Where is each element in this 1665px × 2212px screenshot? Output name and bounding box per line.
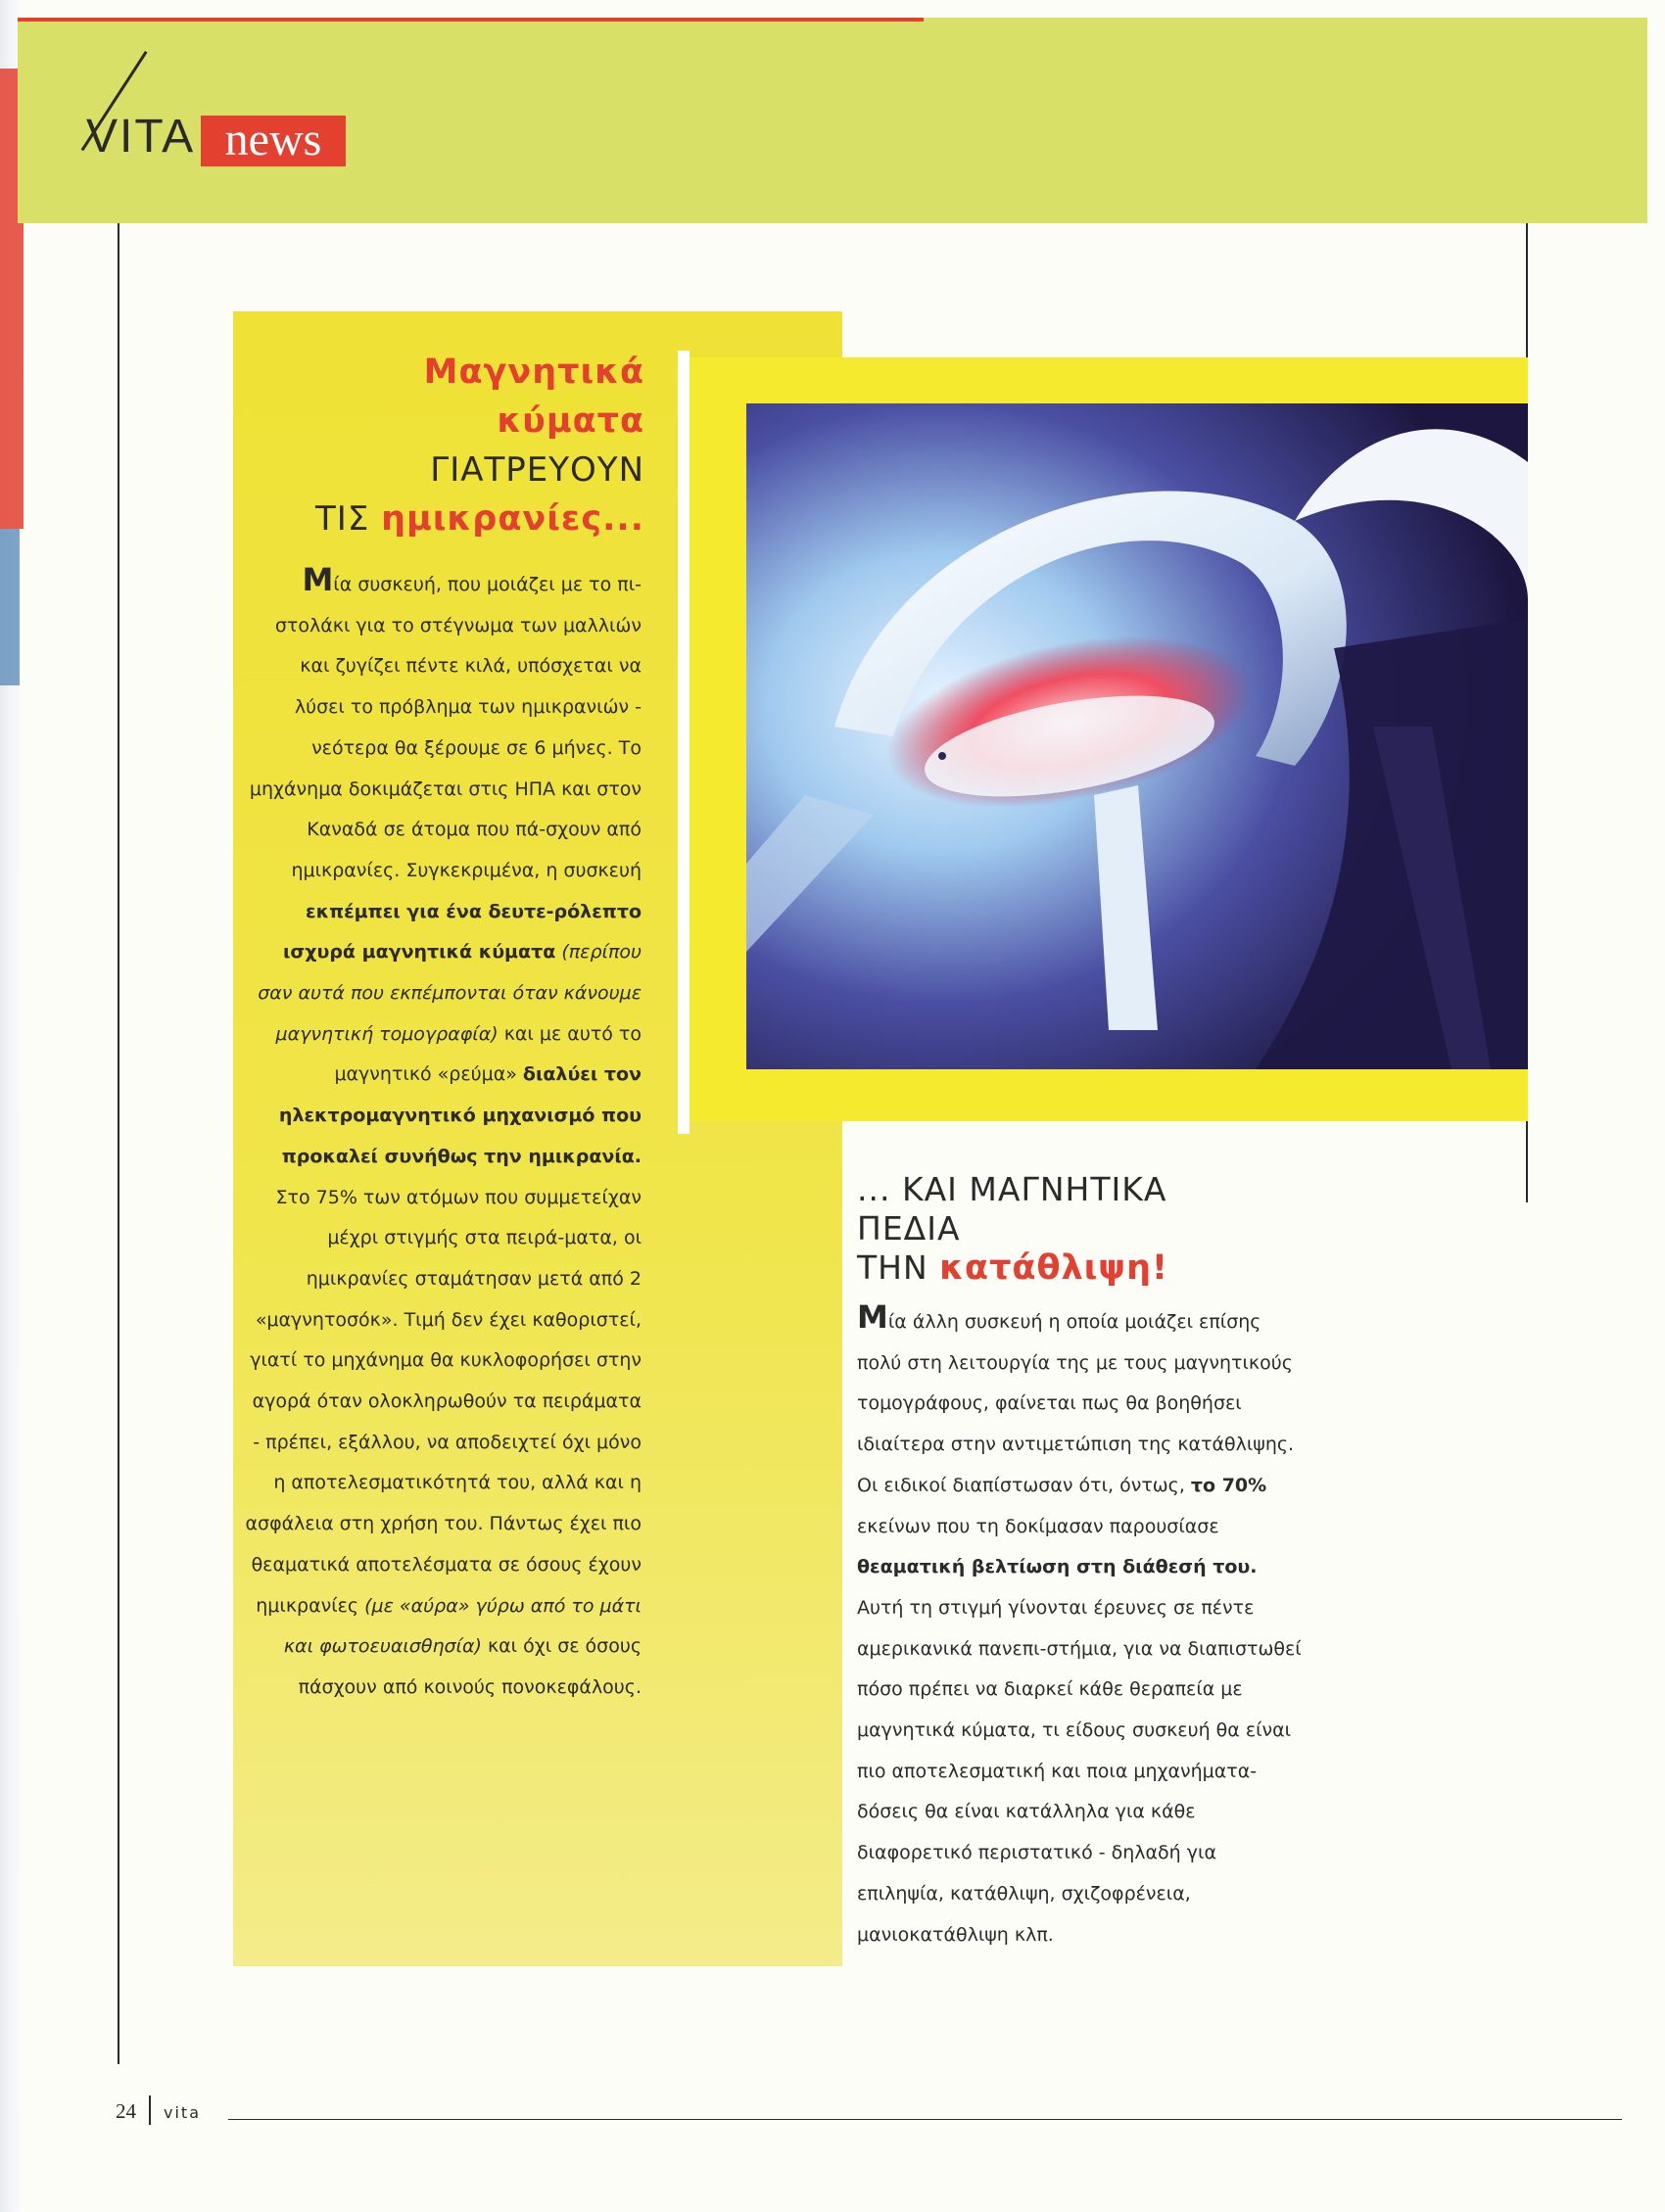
white-divider-strip bbox=[678, 351, 690, 1134]
article1-title-line4-thin: ΤΙΣ bbox=[315, 499, 382, 539]
footer-divider bbox=[149, 2095, 151, 2125]
article1-title-line3: ΓΙΑΤΡΕΥΟΥΝ bbox=[430, 450, 644, 490]
article2-title-line2: ΠΕΔΙΑ bbox=[857, 1209, 961, 1247]
article1-text-bold: εκπέμπει για ένα δευτε-ρόλεπτο ισχυρά μαγνητικά κύματα bbox=[283, 900, 642, 964]
article2-title-line1: ... ΚΑΙ ΜΑΓΝΗΤΙΚΑ bbox=[857, 1170, 1167, 1208]
article1-body bbox=[245, 560, 642, 1709]
article1-text-italic: (με «αύρα» γύρω από το μάτι και φωτοευαισθησία) bbox=[283, 1594, 642, 1658]
article2-text-segment: ία άλλη συσκευή η οποία μοιάζει επίσης πολύ στη λειτουργία της με τους μαγνητικούς τομογράφους, φαίνεται πως θα βοηθήσει ιδιαίτερα στην αντιμετώπιση της κατάθλιψης. Οι ειδικοί διαπίστωσαν ότι, όντως, bbox=[857, 1311, 1295, 1496]
footer-rule bbox=[228, 2119, 1622, 2120]
article1-text-bold: διαλύει τον ηλεκτρομαγνητικό μηχανισμό που προκαλεί συνήθως την ημικρανία. bbox=[278, 1063, 642, 1167]
article2-title bbox=[857, 1170, 1366, 1294]
article1-text-segment: και με αυτό το μαγνητικό «ρεύμα» bbox=[334, 1022, 642, 1086]
page-number: 24 bbox=[116, 2099, 136, 2123]
article2-text-bold: θεαματική βελτίωση στη διάθεσή του. bbox=[857, 1556, 1258, 1578]
photo-illustration bbox=[746, 403, 1528, 1069]
magazine-name: vita bbox=[164, 2103, 201, 2122]
article1-title bbox=[284, 348, 644, 550]
magnetic-device-photo bbox=[746, 403, 1528, 1069]
frame-rule-left bbox=[118, 223, 119, 2064]
article1-text-italic: (περίπου σαν αυτά που εκπέμπονται όταν κάνουμε μαγνητική τομογραφία) bbox=[258, 941, 642, 1045]
article2-text-bold: το 70% bbox=[1190, 1474, 1267, 1496]
section-logo-vita: VITA bbox=[86, 111, 196, 163]
article2-dropcap: Μ bbox=[857, 1298, 888, 1336]
article1-title-line4-red: ημικρανίες... bbox=[381, 499, 644, 539]
torn-page-edge-blue bbox=[0, 529, 20, 685]
article2-title-line3-red: κατάθλιψη! bbox=[939, 1248, 1168, 1288]
header-top-rule bbox=[18, 18, 924, 22]
article1-text-segment: ία συσκευή, που μοιάζει με το πι-στολάκι για το στέγνωμα των μαλλιών και ζυγίζει πέντε κιλά, υπόσχεται να λύσει το πρόβλημα των ημικρανιών - νεότερα θα ξέρουμε σε 6 μήνες. Το μηχάνημα δοκιμάζεται στις ΗΠΑ και στον Καναδά σε άτομα που πά-σχουν από ημικρανίες. Συγκεκριμένα, η συσκευή bbox=[249, 574, 642, 881]
article2-title-line3-thin: ΤΗΝ bbox=[857, 1248, 940, 1287]
article1-text-segment: και όχι σε όσους πάσχουν από κοινούς πονοκεφάλους. bbox=[298, 1635, 642, 1698]
article2-body bbox=[857, 1297, 1308, 1955]
article1-title-line1: Μαγνητικά bbox=[423, 353, 644, 392]
article1-text-segment: Στο 75% των ατόμων που συμμετείχαν μέχρι στιγμής στα πειρά-ματα, οι ημικρανίες σταμάτησαν μετά από 2 «μαγνητοσόκ». Τιμή δεν έχει καθοριστεί, γιατί το μηχάνημα θα κυκλοφορήσει στην αγορά όταν ολοκληρωθούν τα πειράματα - πρέπει, εξάλλου, να αποδειχτεί όχι μόνο η αποτελεσματικότητά του, αλλά και η ασφάλεια στη χρήση του. Πάντως έχει πιο θεαματικά αποτελέσματα σε όσους έχουν ημικρανίες bbox=[245, 1186, 642, 1617]
article2-title-line3 bbox=[857, 1248, 1366, 1294]
article1-title-line4 bbox=[284, 494, 644, 550]
section-logo-news: news bbox=[201, 116, 346, 166]
article2-text-segment: εκείνων που τη δοκίμασαν παρουσίασε bbox=[857, 1515, 1219, 1537]
article2-text-segment: Αυτή τη στιγμή γίνονται έρευνες σε πέντε αμερικανικά πανεπι-στήμια, για να διαπιστωθεί πόσο πρέπει να διαρκεί κάθε θεραπεία με μαγνητικά κύματα, τι είδους συσκευή θα είναι πιο αποτελεσματική και ποια μηχανήματα-δόσεις θα είναι κατάλληλα για κάθε διαφορετικό περιστατικό - δηλαδή για επιληψία, κατάθλιψη, σχιζοφρένεια, μανιοκατάθλιψη κλπ. bbox=[857, 1596, 1302, 1946]
article1-title-line2: κύματα bbox=[497, 401, 644, 441]
article1-dropcap: Μ bbox=[302, 561, 334, 598]
